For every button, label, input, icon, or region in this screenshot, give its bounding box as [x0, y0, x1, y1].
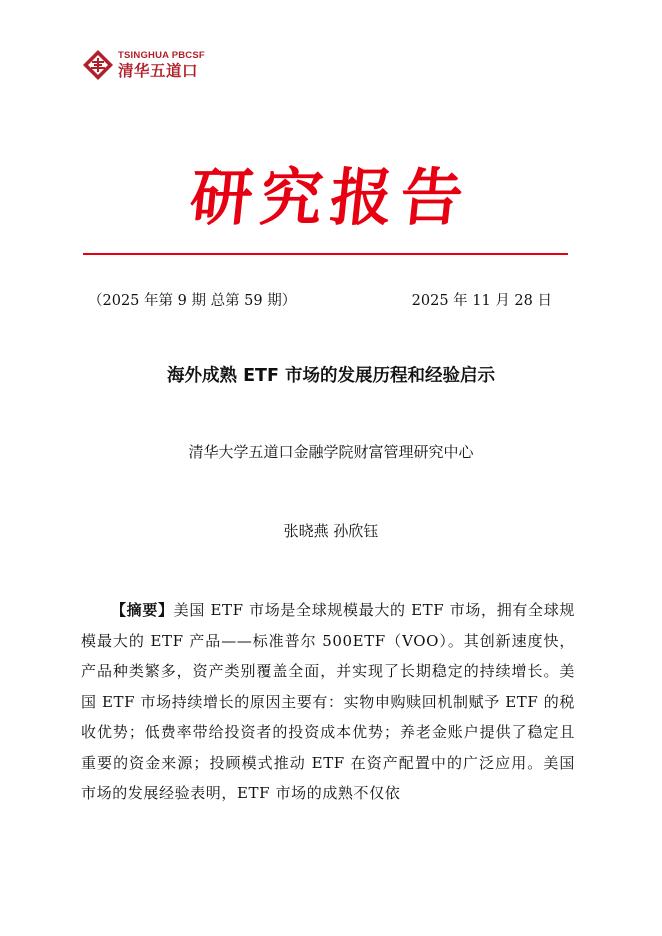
logo-chinese-name: 清华五道口	[118, 61, 199, 80]
logo-english-name: TSINGHUA PBCSF	[118, 50, 205, 61]
institution-name: 清华大学五道口金融学院财富管理研究中心	[188, 443, 474, 461]
publication-date: 2025 年 11 月 28 日	[411, 293, 552, 309]
paper-title: 海外成熟 ETF 市场的发展历程和经验启示	[166, 366, 496, 386]
report-heading: 研究报告	[186, 161, 475, 234]
pbcsf-logo	[82, 48, 205, 82]
issue-number: （2025 年第 9 期 总第 59 期）	[88, 293, 297, 309]
abstract-text: 美国 ETF 市场是全球规模最大的 ETF 市场，拥有全球规模最大的 ETF 产品——标准普尔 500ETF（VOO）。其创新速度快，产品种类繁多，资产类别覆盖全面，并实现了长期稳定的持续增长。美国 ETF 市场持续增长的原因主要有：实物申购赎回机制赋予 ETF 的税收优势；低费率带给投资者的投资成本优势；养老金账户提供了稳定且重要的资金来源；投顾模式推动 ETF 在资产配置中的广泛应用。美国市场的发展经验表明，ETF 市场的成熟不仅依	[81, 601, 575, 802]
pbcsf-emblem-icon	[82, 49, 114, 81]
title-divider	[83, 253, 568, 255]
abstract-label: 【摘要】	[111, 601, 174, 619]
author-list: 张晓燕 孙欣钰	[283, 522, 379, 540]
abstract-paragraph	[81, 595, 575, 809]
